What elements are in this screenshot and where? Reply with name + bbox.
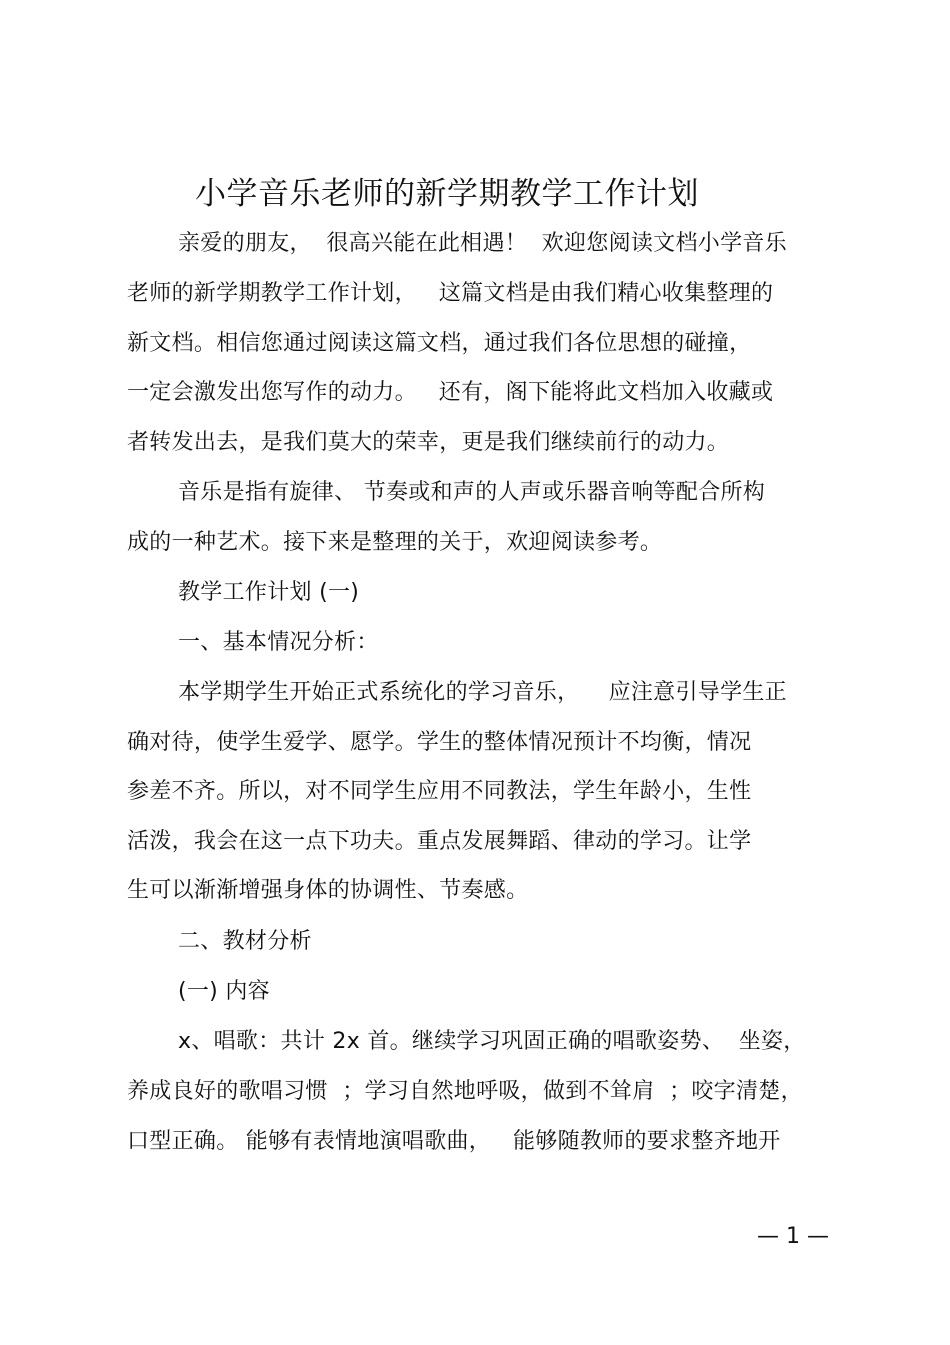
text-line: 老师的新学期教学工作计划， 这篇文档是由我们精心收集整理的	[127, 281, 774, 306]
text-line: 确对待，使学生爱学、愿学。学生的整体情况预计不均衡，情况	[127, 730, 752, 755]
text-line: 活泼，我会在这一点下功夫。重点发展舞蹈、律动的学习。让学	[127, 829, 752, 854]
section-heading: 一、基本情况分析：	[178, 630, 379, 655]
text-line: 生可以渐渐增强身体的协调性、节奏感。	[127, 878, 529, 903]
text-line: 参差不齐。所以，对不同学生应用不同教法，学生年龄小，生性	[127, 779, 752, 804]
section-heading: 教学工作计划 (一)	[178, 580, 360, 605]
subsection-heading: (一) 内容	[178, 979, 270, 1004]
text-line: 成的一种艺术。接下来是整理的关于，欢迎阅读参考。	[127, 530, 663, 555]
text-line: 新文档。相信您通过阅读这篇文档，通过我们各位思想的碰撞，	[127, 331, 752, 356]
text-line: 音乐是指有旋律、 节奏或和声的人声或乐器音响等配合所构	[178, 480, 766, 505]
text-line: 者转发出去，是我们莫大的荣幸，更是我们继续前行的动力。	[127, 430, 730, 455]
section-heading: 二、教材分析	[178, 929, 312, 954]
text-line: 养成良好的歌唱习惯 ；学习自然地呼吸，做到不耸肩 ；咬字清楚，	[127, 1079, 803, 1104]
text-line: 亲爱的朋友， 很高兴能在此相遇！ 欢迎您阅读文档小学音乐	[178, 231, 787, 256]
text-line: 口型正确。 能够有表情地演唱歌曲， 能够随教师的要求整齐地开	[127, 1129, 781, 1154]
text-line: 一定会激发出您写作的动力。 还有，阁下能将此文档加入收藏或	[127, 380, 774, 405]
page-number: — 1 —	[757, 1224, 829, 1249]
text-line: 本学期学生开始正式系统化的学习音乐， 应注意引导学生正	[178, 680, 787, 705]
text-line: x、唱歌：共计 2x 首。继续学习巩固正确的唱歌姿势、 坐姿，	[178, 1029, 806, 1054]
document-title: 小学音乐老师的新学期教学工作计划	[195, 176, 699, 212]
